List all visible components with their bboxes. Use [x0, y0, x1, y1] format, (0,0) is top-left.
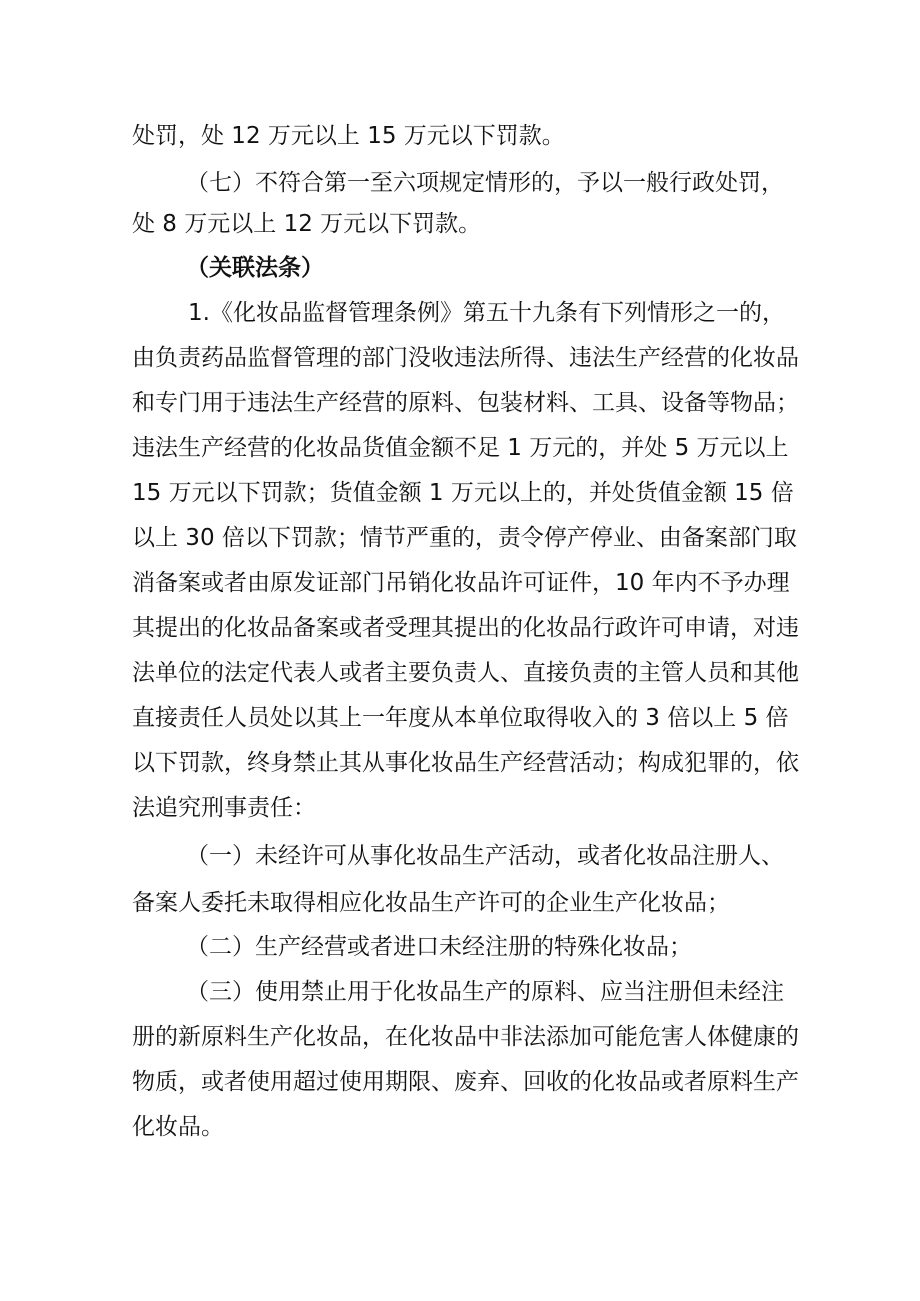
text-line: 备案人委托未取得相应化妆品生产许可的企业生产化妆品； — [132, 890, 730, 916]
text-line: 册的新原料生产化妆品，在化妆品中非法添加可能危害人体健康的 — [132, 1024, 799, 1050]
text-line: 化妆品。 — [132, 1114, 224, 1140]
text-line: 处罚，处 12 万元以上 15 万元以下罚款。 — [132, 123, 565, 149]
section-heading: （关联法条） — [186, 255, 324, 281]
text-line: 由负责药品监督管理的部门没收违法所得、违法生产经营的化妆品 — [132, 345, 799, 371]
text-line: 以下罚款，终身禁止其从事化妆品生产经营活动；构成犯罪的，依 — [132, 750, 799, 776]
text-line: 15 万元以下罚款；货值金额 1 万元以上的，并处货值金额 15 倍 — [132, 480, 794, 506]
text-line: （三）使用禁止用于化妆品生产的原料、应当注册但未经注 — [186, 979, 784, 1005]
text-line: 物质，或者使用超过使用期限、废弃、回收的化妆品或者原料生产 — [132, 1069, 799, 1095]
text-line: 法追究刑事责任： — [132, 795, 316, 821]
text-line: 直接责任人员处以其上一年度从本单位取得收入的 3 倍以上 5 倍 — [132, 705, 789, 731]
text-line: 1.《化妆品监督管理条例》第五十九条有下列情形之一的， — [188, 300, 785, 326]
text-line: 法单位的法定代表人或者主要负责人、直接负责的主管人员和其他 — [132, 660, 799, 686]
text-line: 其提出的化妆品备案或者受理其提出的化妆品行政许可申请，对违 — [132, 615, 799, 641]
text-line: 处 8 万元以上 12 万元以下罚款。 — [132, 211, 482, 237]
text-line: （一）未经许可从事化妆品生产活动，或者化妆品注册人、 — [186, 843, 784, 869]
text-line: 和专门用于违法生产经营的原料、包装材料、工具、设备等物品； — [132, 390, 799, 416]
text-line: 以上 30 倍以下罚款；情节严重的，责令停产停业、由备案部门取 — [132, 525, 797, 551]
text-line: 违法生产经营的化妆品货值金额不足 1 万元的，并处 5 万元以上 — [132, 435, 789, 461]
text-line: （二）生产经营或者进口未经注册的特殊化妆品； — [186, 934, 692, 960]
text-line: 消备案或者由原发证部门吊销化妆品许可证件，10 年内不予办理 — [132, 570, 790, 596]
text-line: （七）不符合第一至六项规定情形的，予以一般行政处罚， — [186, 170, 784, 196]
